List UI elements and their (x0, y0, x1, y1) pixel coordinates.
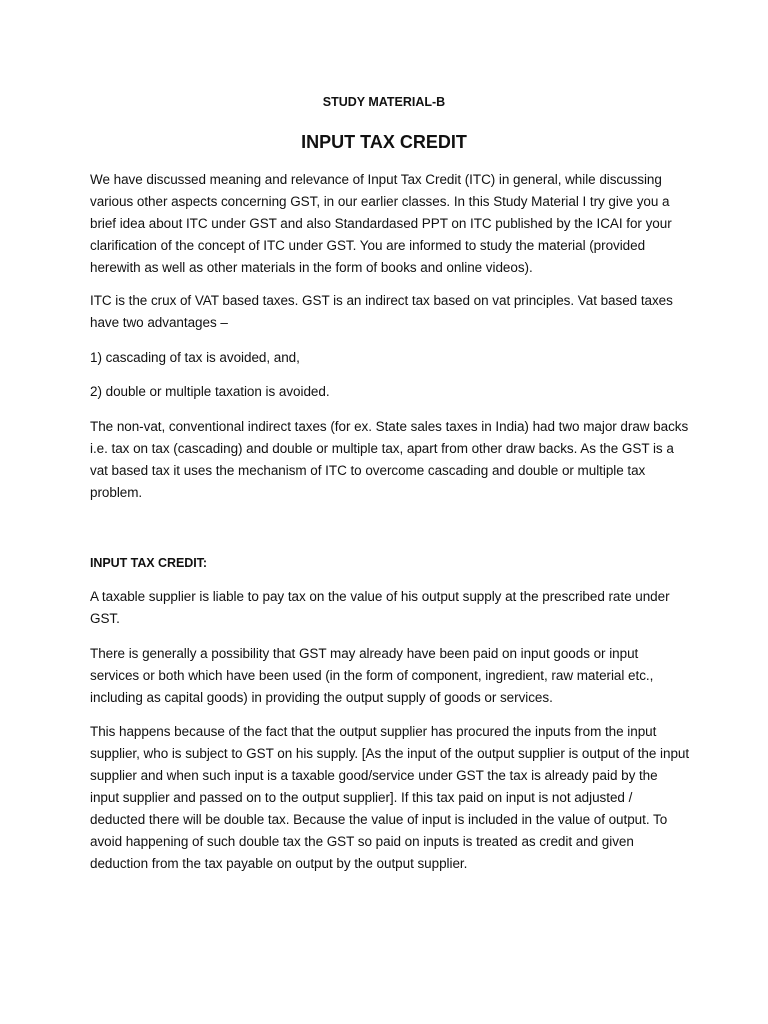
paragraph-non-vat: The non-vat, conventional indirect taxes (for ex. State sales taxes in India) had two major draw backs i.e. tax on tax (cascading) and double or multiple tax, apart from other draw backs. As the GST is a vat based tax it uses the mechanism of ITC to overcome cascading and double or multiple tax problem. (90, 419, 689, 500)
document-title: INPUT TAX CREDIT (301, 132, 467, 152)
section-heading-itc: INPUT TAX CREDIT: (90, 556, 207, 570)
paragraph-itc-crux: ITC is the crux of VAT based taxes. GST is an indirect tax based on vat principles. Vat based taxes have two advantages – (90, 293, 673, 330)
paragraph-taxable-supplier: A taxable supplier is liable to pay tax on the value of his output supply at the prescribed rate under GST. (90, 589, 670, 626)
paragraph-possibility: There is generally a possibility that GST may already have been paid on input goods or input services or both which have been used (in the form of component, ingredient, raw material etc., including as capital goods) in providing the output supply of goods or services. (90, 646, 654, 705)
paragraph-intro: We have discussed meaning and relevance of Input Tax Credit (ITC) in general, while discussing various other aspects concerning GST, in our earlier classes. In this Study Material I try give you a brief idea about ITC under GST and also Standardased PPT on ITC published by the ICAI for your clarification of the concept of ITC under GST. You are informed to study the material (provided herewith as well as other materials in the form of books and online videos). (90, 172, 672, 275)
paragraph-reason: This happens because of the fact that the output supplier has procured the inputs from the input supplier, who is subject to GST on his supply. [As the input of the output supplier is output of the input supplier and when such input is a taxable good/service under GST the tax is already paid by the input supplier and passed on to the output supplier]. If this tax paid on input is not adjusted / deducted there will be double tax. Because the value of input is included in the value of output. To avoid happening of such double tax the GST so paid on inputs is treated as credit and given deduction from the tax payable on output by the output supplier. (90, 724, 690, 871)
document-label: STUDY MATERIAL-B (322, 95, 446, 109)
advantage-item-cascading: 1) cascading of tax is avoided, and, (90, 350, 300, 365)
advantage-item-double-taxation: 2) double or multiple taxation is avoided. (90, 384, 330, 399)
